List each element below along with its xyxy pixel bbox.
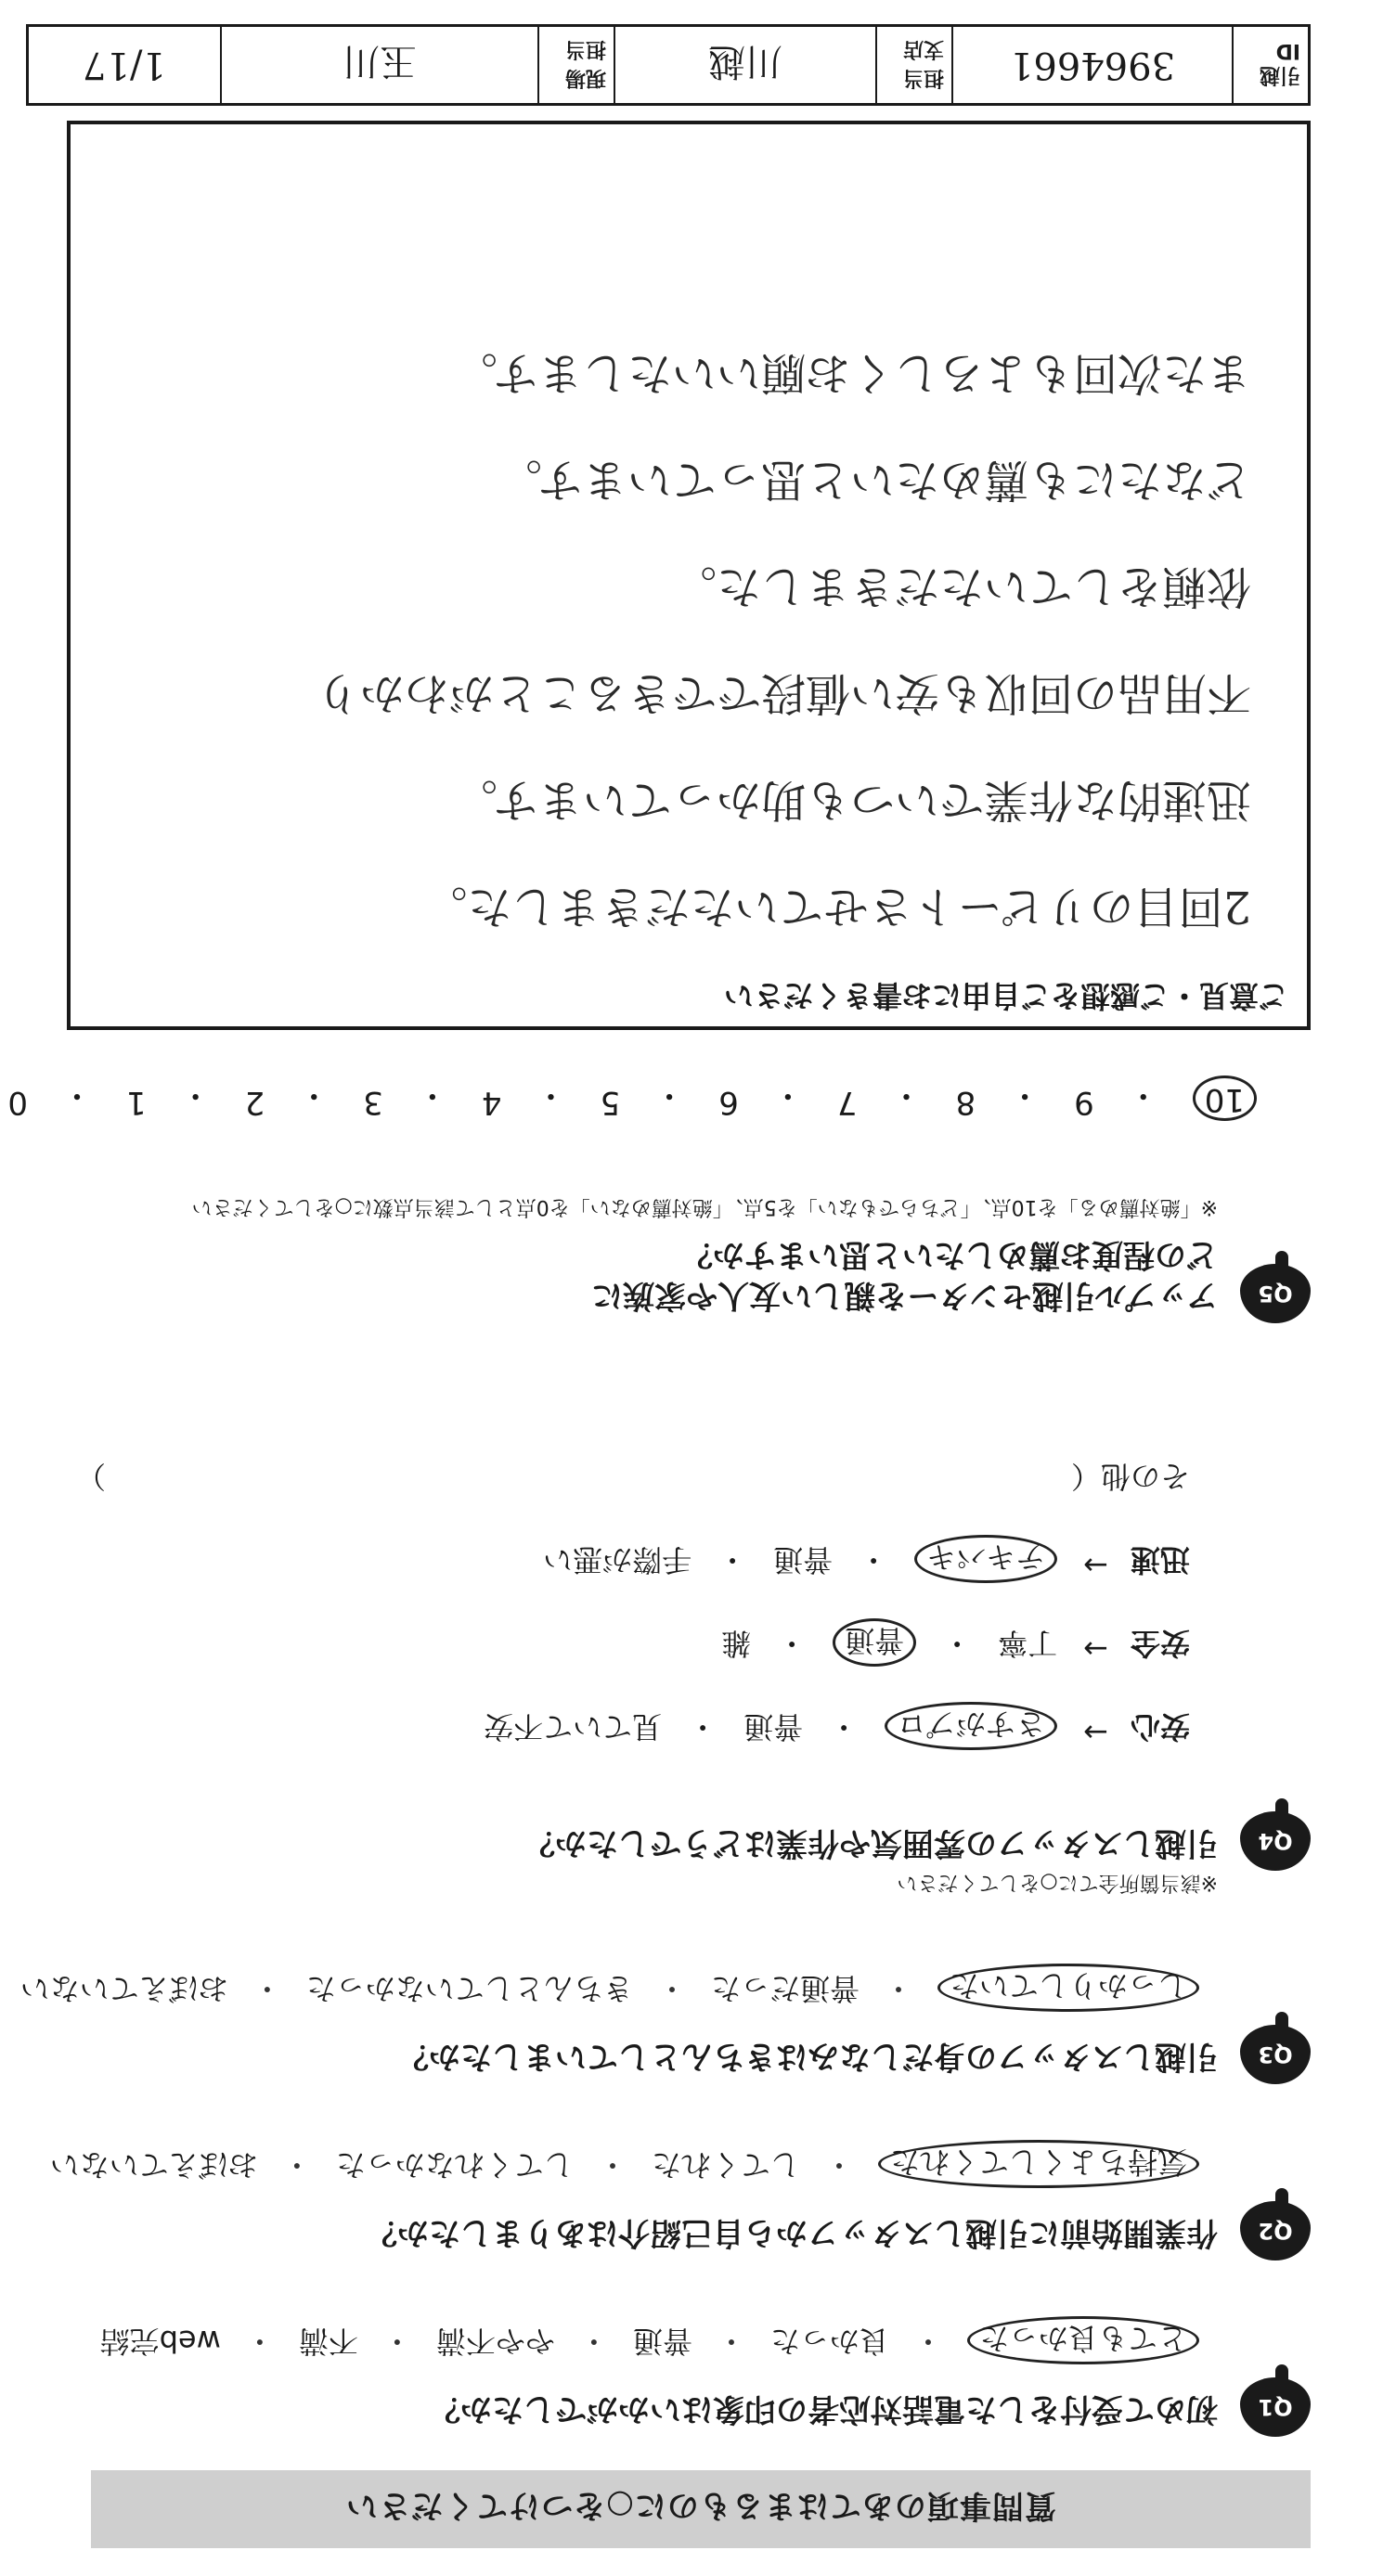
question-bubble-icon: Q4	[1240, 1811, 1311, 1871]
option[interactable]: web完結	[99, 2324, 221, 2359]
question-3-text: 引越しスタッフの身だしなみはきちんとしていましたか？	[397, 2038, 1218, 2075]
leader-value: 玉川	[220, 27, 537, 103]
question-3-options: しっかりしていた ・ 普通だった ・ きちんとしていなかった ・ おぼえていない	[20, 1964, 1199, 2012]
option[interactable]: 手際が悪い	[543, 1542, 692, 1578]
handwritten-line: 不用品の回収も安い値段でできることがわかり	[315, 667, 1251, 719]
page-number: 1/17	[83, 44, 166, 86]
q4-row-anshin: 安心 → さすがプロ ・ 普通 ・ 見ていて不安	[484, 1702, 1190, 1750]
option-selected[interactable]: しっかりしていた	[937, 1964, 1199, 2012]
question-bubble-icon: Q3	[1240, 2025, 1311, 2084]
question-4	[76, 1388, 1311, 1894]
handwritten-line: 依頼をしていただきました。	[671, 560, 1251, 612]
option[interactable]: 丁寧	[998, 1626, 1058, 1661]
question-4-text: 引越しスタッフの雰囲気や作業はどうでしたか？	[524, 1824, 1218, 1861]
option[interactable]: 不満	[298, 2324, 358, 2359]
question-bubble-icon: Q1	[1240, 2377, 1311, 2437]
option[interactable]: 良かった	[769, 2324, 889, 2359]
score-option[interactable]: 4	[481, 1084, 502, 1121]
option-selected[interactable]: 普通	[833, 1618, 916, 1667]
question-2	[49, 2140, 1311, 2260]
branch-label: 担当支店	[875, 27, 951, 103]
recommend-score-scale: 10 ・ 9 ・ 8 ・ 7 ・ 6 ・ 5 ・ 4 ・ 3 ・ 2 ・ 1 ・ 0	[7, 1075, 1257, 1121]
question-5-note: ※「絶対薦める」を10点、「どちらでもない」を5点、「絶対薦めない」を0点として該当点数に○をしてください	[191, 1195, 1218, 1218]
handwritten-line: また次回もよろしくお願いいたします。	[452, 347, 1251, 399]
option[interactable]: してくれた	[651, 2147, 800, 2183]
question-3	[19, 1964, 1311, 2084]
question-1-text: 初めて受付をした電話対応者の印象はいかがでしたか？	[429, 2390, 1218, 2428]
score-option[interactable]: 8	[955, 1084, 976, 1121]
question-bubble-icon: Q5	[1240, 1264, 1311, 1323]
arrow-icon: →	[1083, 1715, 1108, 1750]
arrow-icon: →	[1083, 1631, 1108, 1667]
score-option[interactable]: 9	[1074, 1084, 1094, 1121]
option[interactable]: 普通	[773, 1542, 834, 1578]
option[interactable]: 見ていて不安	[484, 1709, 663, 1745]
option[interactable]: 普通	[632, 2324, 692, 2359]
instruction-banner: 質問事項のあてはまるものに○をつけてください	[91, 2470, 1311, 2548]
row-label: 迅速	[1130, 1542, 1190, 1578]
footer-info-table	[26, 24, 1311, 106]
question-5-text-line1: アップル引越センターを親しい友人や家族に	[591, 1277, 1218, 1314]
comment-box[interactable]	[67, 121, 1311, 1030]
q4-row-jinsoku: 迅速 → テキパキ ・ 普通 ・ 手際が悪い	[543, 1535, 1190, 1583]
q4-row-anzen: 安全 → 丁寧 ・ 普通 ・ 雑	[721, 1618, 1190, 1667]
score-option[interactable]: 7	[836, 1084, 858, 1121]
q4-other	[76, 1457, 1190, 1500]
option[interactable]: おぼえていない	[49, 2147, 258, 2183]
score-option[interactable]: 3	[363, 1084, 383, 1121]
option[interactable]: やや不満	[435, 2324, 555, 2359]
other-close: ）	[76, 1459, 107, 1494]
question-bubble-icon: Q2	[1240, 2201, 1311, 2260]
option-selected[interactable]: テキパキ	[914, 1535, 1057, 1583]
question-4-note: ※該当箇所全てに○をしてください	[897, 1871, 1218, 1894]
branch-value: 川越	[614, 27, 875, 103]
handwritten-line: どなたにも薦めたいと思っています。	[497, 454, 1251, 506]
row-label: 安心	[1130, 1709, 1190, 1745]
other-label: その他（	[1070, 1459, 1190, 1494]
option[interactable]: おぼえていない	[19, 1971, 228, 2006]
option[interactable]: 普通	[743, 1709, 804, 1745]
option[interactable]: 雑	[721, 1626, 752, 1661]
option-selected[interactable]: さすがプロ	[885, 1702, 1057, 1750]
arrow-icon: →	[1083, 1548, 1108, 1583]
question-2-text: 作業開始前に引越しスタッフから自己紹介はありましたか？	[366, 2214, 1218, 2251]
handwritten-line: 2回目のリピートさせていただきました。	[422, 881, 1251, 933]
option[interactable]: してくれなかった	[335, 2147, 574, 2183]
question-2-options: 気持ちよくしてくれた ・ してくれた ・ してくれなかった ・ おぼえていない	[50, 2140, 1199, 2188]
score-option[interactable]: 6	[718, 1084, 739, 1121]
option[interactable]: きちんとしていなかった	[305, 1971, 633, 2006]
score-option[interactable]: 2	[244, 1084, 265, 1121]
move-id-label: 引越ID	[1232, 27, 1308, 103]
question-5-text-line2: どの程度お薦めしたいと思いますか？	[681, 1236, 1218, 1273]
leader-label: 現場担当	[537, 27, 614, 103]
move-id-value: 3964661	[951, 27, 1232, 103]
question-1	[76, 2316, 1311, 2437]
score-option[interactable]: 1	[125, 1084, 147, 1121]
option-selected[interactable]: とても良かった	[967, 2316, 1199, 2364]
question-5	[76, 1138, 1311, 1323]
score-option[interactable]: 0	[7, 1084, 28, 1121]
question-1-options: とても良かった ・ 良かった ・ 普通 ・ やや不満 ・ 不満 ・ web完結	[100, 2316, 1199, 2364]
option[interactable]: 普通だった	[710, 1971, 860, 2006]
score-10-selected[interactable]: 10	[1193, 1075, 1257, 1121]
score-option[interactable]: 5	[600, 1084, 621, 1121]
comment-title: ご意見・ご感想をご自由にお書きください	[723, 978, 1288, 1013]
row-label: 安全	[1130, 1626, 1190, 1661]
option-selected[interactable]: 気持ちよくしてくれた	[878, 2140, 1199, 2188]
handwritten-line: 迅速的な作業でいつも助かっています。	[452, 774, 1251, 826]
